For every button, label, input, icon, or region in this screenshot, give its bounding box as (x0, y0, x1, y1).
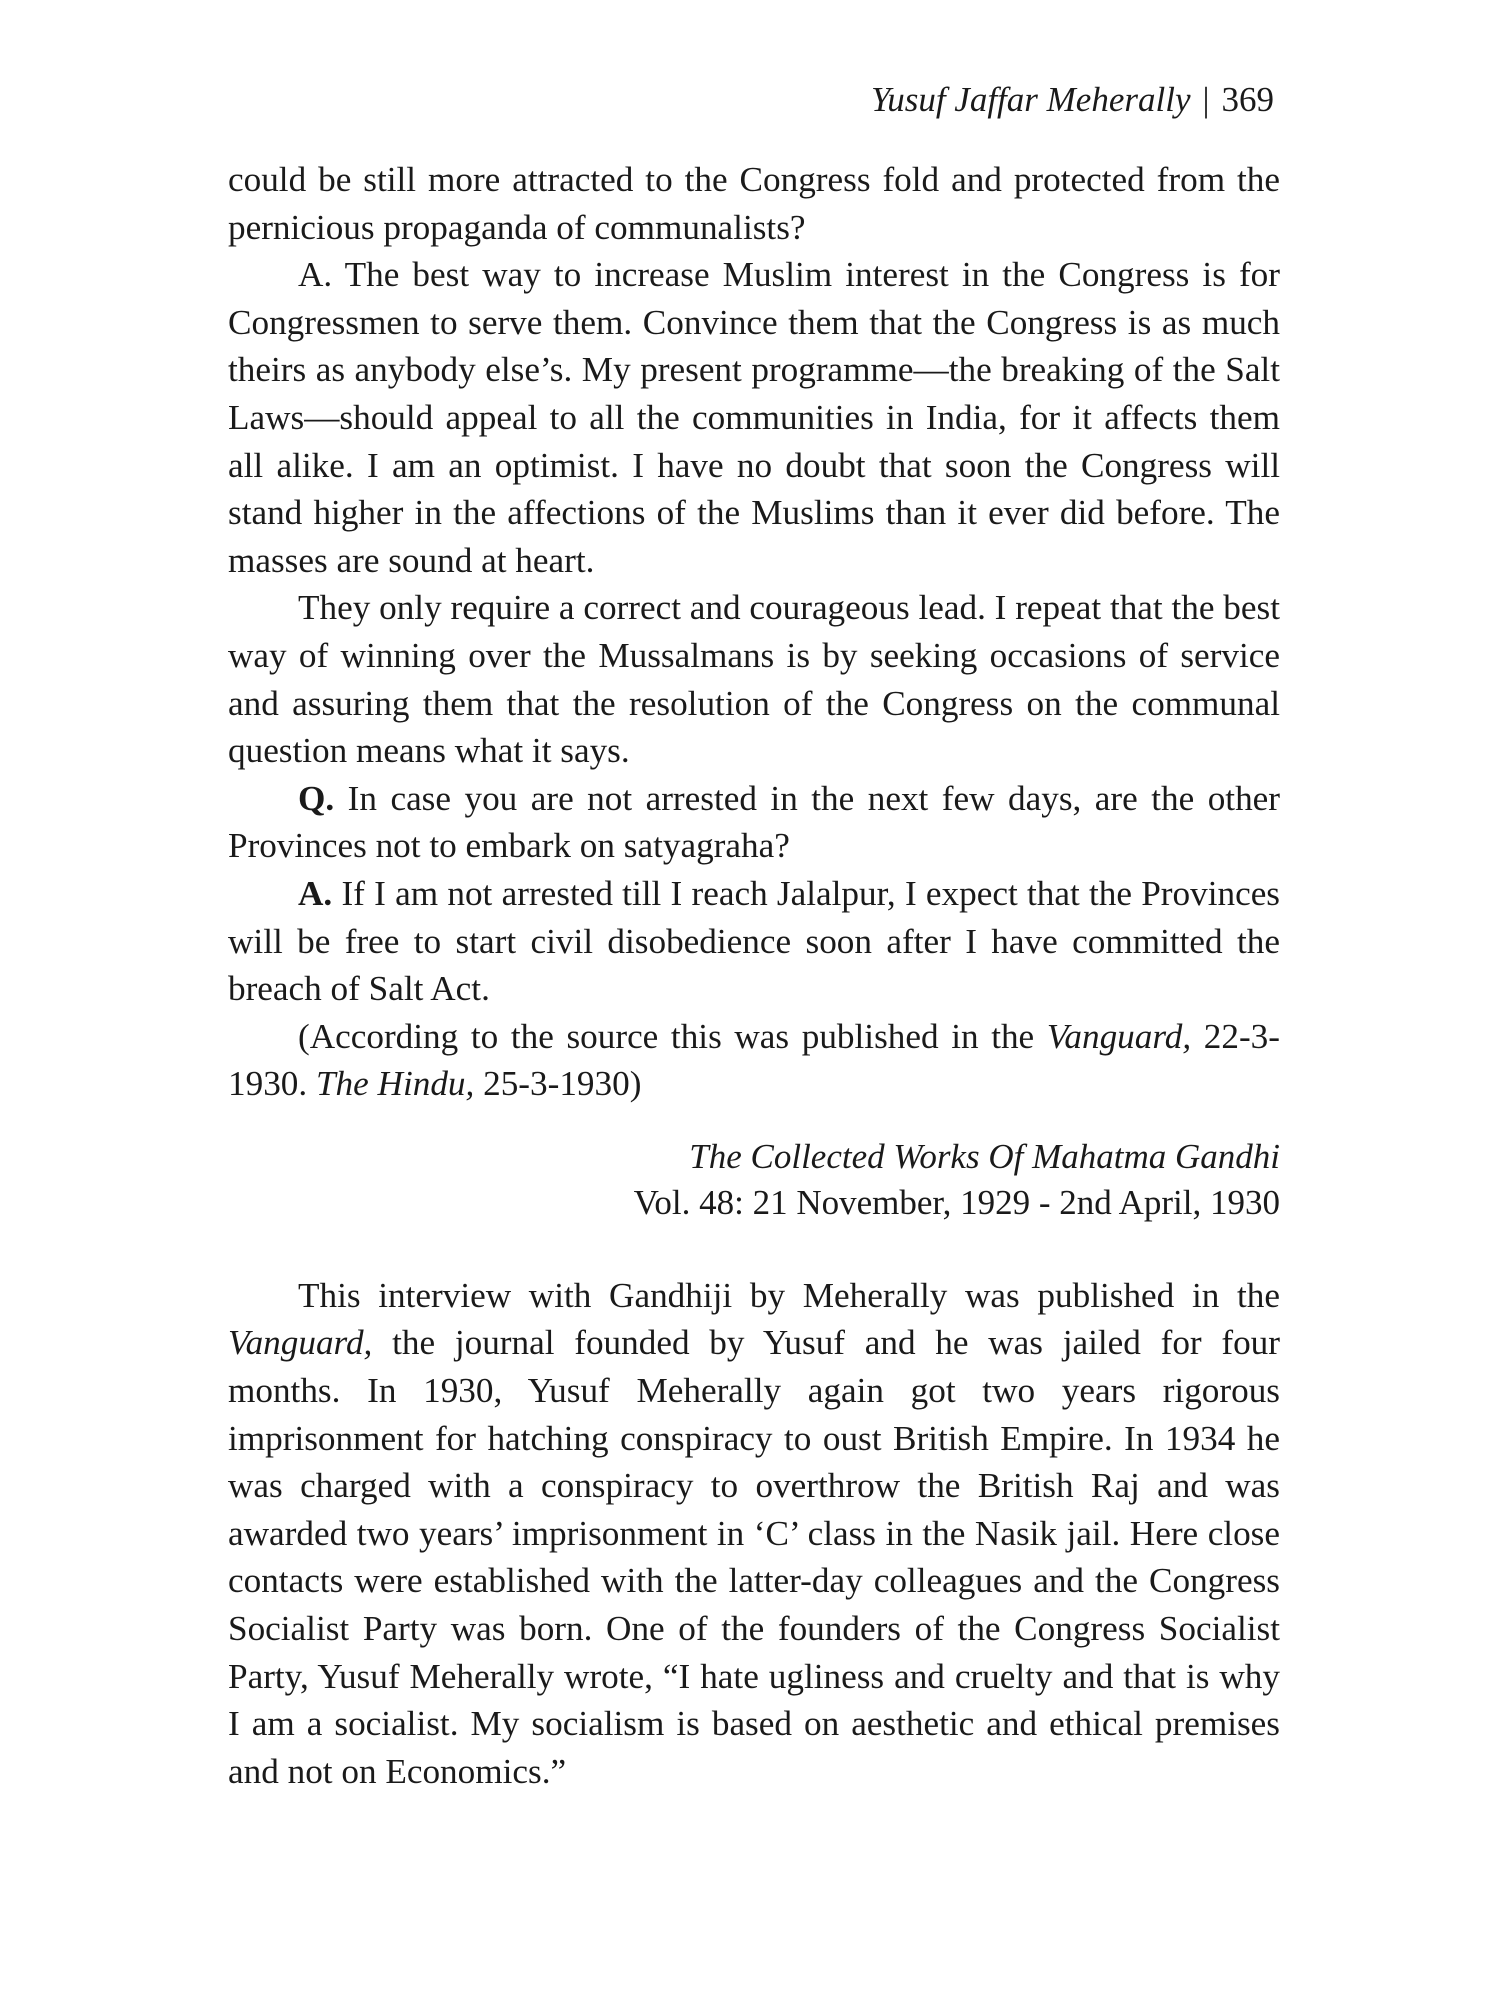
closing-text-part-1: This interview with Gandhiji by Meherally was published in the (298, 1275, 1280, 1315)
closing-journal: Vanguard, (228, 1323, 373, 1363)
source-note-prefix: (According to the source this was published in the (298, 1016, 1035, 1056)
answer-paragraph-1 (228, 251, 1280, 584)
answer-text: The best way to increase Muslim interest in the Congress is for Congressmen to serve them. Convince them that the Congress is as much theirs as anybody else’s. My present programme—the breaking of the Salt Laws—should appeal to all the communities in India, for it affects them all alike. I am an optimist. I have no doubt that soon the Congress will stand higher in the affections of the Muslims than it ever did before. The masses are sound at heart. (228, 255, 1280, 580)
answer-marker: A. (298, 255, 333, 295)
body-paragraph-text: They only require a correct and courageous lead. I repeat that the best way of winning over the Mussalmans is by seeking occasions of service and assuring them that the resolution of the Congress on the communal question means what it says. (228, 588, 1280, 771)
header-separator: | (1202, 80, 1210, 119)
book-page (228, 70, 1280, 1795)
answer-paragraph-2 (228, 870, 1280, 1013)
source-paper: The Hindu, (315, 1064, 475, 1104)
answer-marker: A. (298, 873, 333, 913)
citation-block (228, 1134, 1280, 1226)
source-date-2: 25-3-1930) (483, 1064, 642, 1104)
question-continuation-paragraph (228, 156, 1280, 251)
answer-text: If I am not arrested till I reach Jalalpur, I expect that the Provinces will be free to start civil disobedience soon after I have committed the breach of Salt Act. (228, 873, 1280, 1009)
source-journal: Vanguard, (1046, 1016, 1192, 1056)
source-date-1: 22-3-1930. (228, 1016, 1280, 1104)
closing-paragraph (228, 1272, 1280, 1796)
source-note (228, 1013, 1280, 1108)
question-continuation-text: could be still more attracted to the Congress fold and protected from the pernicious propaganda of communalists? (228, 160, 1280, 247)
body-paragraph (228, 584, 1280, 774)
header-author: Yusuf Jaffar Meherally (870, 80, 1191, 119)
citation-title: The Collected Works Of Mahatma Gandhi (689, 1136, 1280, 1176)
question-paragraph (228, 775, 1280, 870)
question-text: In case you are not arrested in the next few days, are the other Provinces not to embark on satyagraha? (228, 778, 1280, 866)
question-marker: Q. (298, 778, 335, 818)
closing-text-part-2: the journal founded by Yusuf and he was jailed for four months. In 1930, Yusuf Meherally again got two years rigorous imprisonment for hatching conspiracy to oust British Empire. In 1934 he was charged with a conspiracy to overthrow the British Raj and was awarded two years’ imprisonment in ‘C’ class in the Nasik jail. Here close contacts were established with the latter-day colleagues and the Congress Socialist Party was born. One of the founders of the Congress Socialist Party, Yusuf Meherally wrote, “I hate ugliness and cruelty and that is why I am a socialist. My socialism is based on aesthetic and ethical premises and not on Economics.” (228, 1323, 1280, 1791)
citation-volume: Vol. 48: 21 November, 1929 - 2nd April, 1930 (633, 1182, 1280, 1222)
running-header (228, 70, 1280, 156)
page-number: 369 (1221, 80, 1274, 119)
